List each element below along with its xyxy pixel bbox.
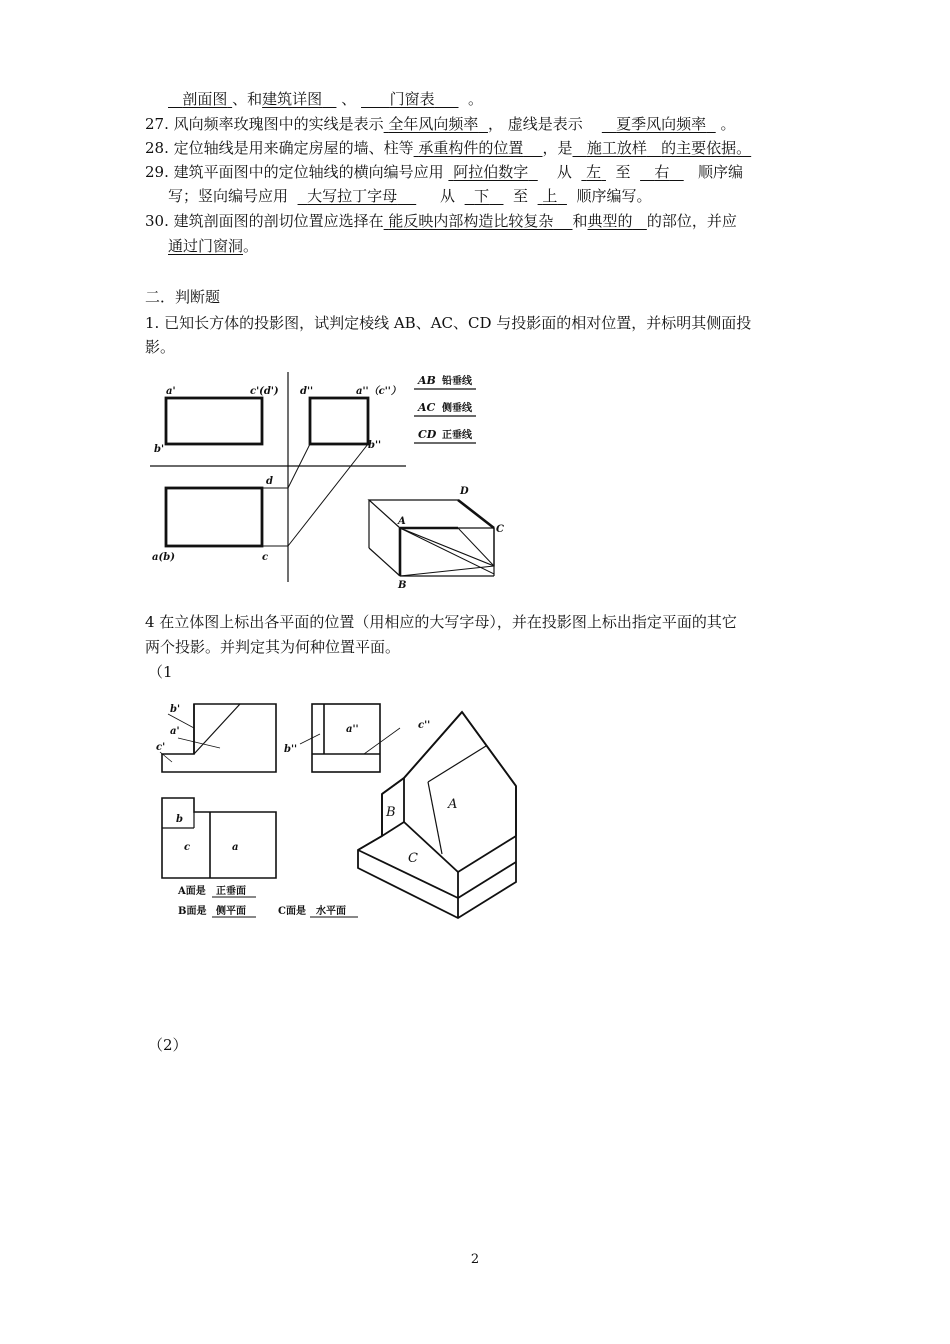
answer: 上	[542, 187, 558, 205]
question-29-line2: 写；竖向编号应用 大写拉丁字母 从 下 至 上 顺序编写。	[168, 187, 652, 205]
projection-line	[288, 444, 368, 546]
answer: 大写拉丁字母	[307, 187, 398, 205]
front-view-rect	[166, 398, 262, 444]
edge-label: AB	[418, 374, 436, 387]
type-label: 铅垂线	[442, 376, 472, 387]
point-label: c	[184, 842, 191, 853]
point-label: C	[496, 524, 504, 535]
point-label: d''	[300, 386, 314, 397]
answer: 承重构件的位置	[418, 139, 524, 157]
sub-question-1: （1	[148, 663, 173, 681]
answer-ab	[414, 374, 476, 389]
answer: 通过门窗洞	[168, 237, 244, 255]
question-1-line2: 影。	[145, 338, 176, 356]
answer: 典型的	[587, 212, 633, 230]
point-label: b''	[284, 744, 298, 755]
point-label: a(b)	[152, 552, 175, 563]
sub-question-2: （2）	[148, 1036, 188, 1054]
page-number: 2	[470, 1252, 480, 1267]
section-title: 二．判断题	[145, 288, 221, 306]
point-label: B	[398, 580, 407, 591]
question-30-line2: 通过门窗洞。	[168, 237, 259, 255]
sloped-edge	[428, 746, 486, 782]
hidden-edge	[400, 566, 494, 576]
point-label: d	[266, 476, 273, 487]
face-label: B面是	[178, 906, 207, 917]
type-label: 正垂面	[216, 886, 246, 897]
point-label: c'	[156, 742, 166, 753]
figure-1-answers	[412, 370, 482, 448]
face-label: C面是	[278, 906, 306, 917]
side-view-rect	[310, 398, 368, 444]
edge-line	[382, 778, 404, 794]
point-label: a	[232, 842, 239, 853]
edge-label: AC	[418, 401, 436, 414]
point-label: A	[448, 797, 458, 812]
leader-line	[178, 738, 220, 748]
type-label: 水平面	[316, 906, 346, 917]
answer: 全年风向频率	[388, 115, 479, 133]
point-label: b'	[170, 704, 181, 715]
q26-continuation: 剖面图 、和建筑详图 、 门窗表 。	[168, 88, 483, 110]
edge-line	[382, 822, 404, 836]
edge-cd	[458, 500, 494, 528]
question-29-line1: 29. 建筑平面图中的定位轴线的横向编号应用 阿拉伯数字 从 左 至 右 顺序编	[145, 163, 744, 181]
point-label: b	[176, 814, 183, 825]
top-view-outline	[162, 798, 276, 878]
question-28: 28. 定位轴线是用来确定房屋的墙、柱等 承重构件的位置 ，是 施工放样 的主要依据。	[145, 139, 752, 157]
top-right-outline	[369, 500, 494, 566]
point-label: c''	[418, 720, 431, 731]
answer: 剖面图	[182, 90, 228, 108]
sloped-edge	[428, 782, 442, 854]
edge-line	[358, 836, 382, 850]
edge-line	[404, 712, 462, 778]
question-30-line1: 30. 建筑剖面图的剖切位置应选择在 能反映内部构造比较复杂 和典型的 的部位，并应	[145, 212, 737, 230]
question-4-line1: 4 在立体图上标出各平面的位置（用相应的大写字母），并在投影图上标出指定平面的其它	[145, 613, 737, 631]
point-label: a''	[346, 724, 359, 735]
face-label: A面是	[178, 886, 206, 897]
question-27: 27. 风向频率玫瑰图中的实线是表示 全年风向频率 ， 虚线是表示 夏季风向频率 。	[145, 115, 736, 133]
answer: 左	[586, 163, 602, 181]
point-label: C	[408, 851, 418, 866]
leader-line	[300, 734, 320, 744]
point-label: a''（c''）	[356, 386, 401, 397]
answer: 右	[654, 163, 670, 181]
type-label: 侧垂线	[442, 403, 472, 414]
point-label: a'	[166, 386, 176, 397]
edge-line	[369, 548, 400, 576]
point-label: A	[398, 516, 406, 527]
point-label: D	[460, 486, 469, 497]
answer: 建筑详图	[262, 90, 323, 108]
type-label: 侧平面	[216, 906, 246, 917]
point-label: c'(d')	[250, 386, 279, 397]
type-label: 正垂线	[442, 430, 472, 441]
edge-label: CD	[418, 428, 437, 441]
edge-line	[462, 712, 516, 786]
answer: 门窗表	[389, 90, 435, 108]
question-4-line2: 两个投影。并判定其为何种位置平面。	[145, 638, 401, 656]
point-label: a'	[170, 726, 180, 737]
point-label: b'	[154, 444, 165, 455]
answer: 下	[474, 187, 490, 205]
answer: 施工放样 的主要依据。	[586, 139, 752, 157]
point-label: B	[386, 805, 396, 820]
answer: 夏季风向频率	[616, 115, 707, 133]
top-view-rect	[166, 488, 262, 546]
answer: 阿拉伯数字	[453, 163, 529, 181]
answer-cd	[414, 428, 476, 443]
figure-1-isometric	[360, 484, 510, 594]
figure-2-isometric	[352, 712, 522, 928]
question-1-line1: 1. 已知长方体的投影图，试判定棱线 AB、AC、CD 与投影面的相对位置，并标明其侧面投	[145, 314, 752, 332]
point-label: b''	[368, 440, 382, 451]
answer-ac	[414, 401, 476, 416]
sloped-edge	[194, 704, 240, 754]
answer: 能反映内部构造比较复杂	[388, 212, 554, 230]
point-label: c	[262, 552, 269, 563]
